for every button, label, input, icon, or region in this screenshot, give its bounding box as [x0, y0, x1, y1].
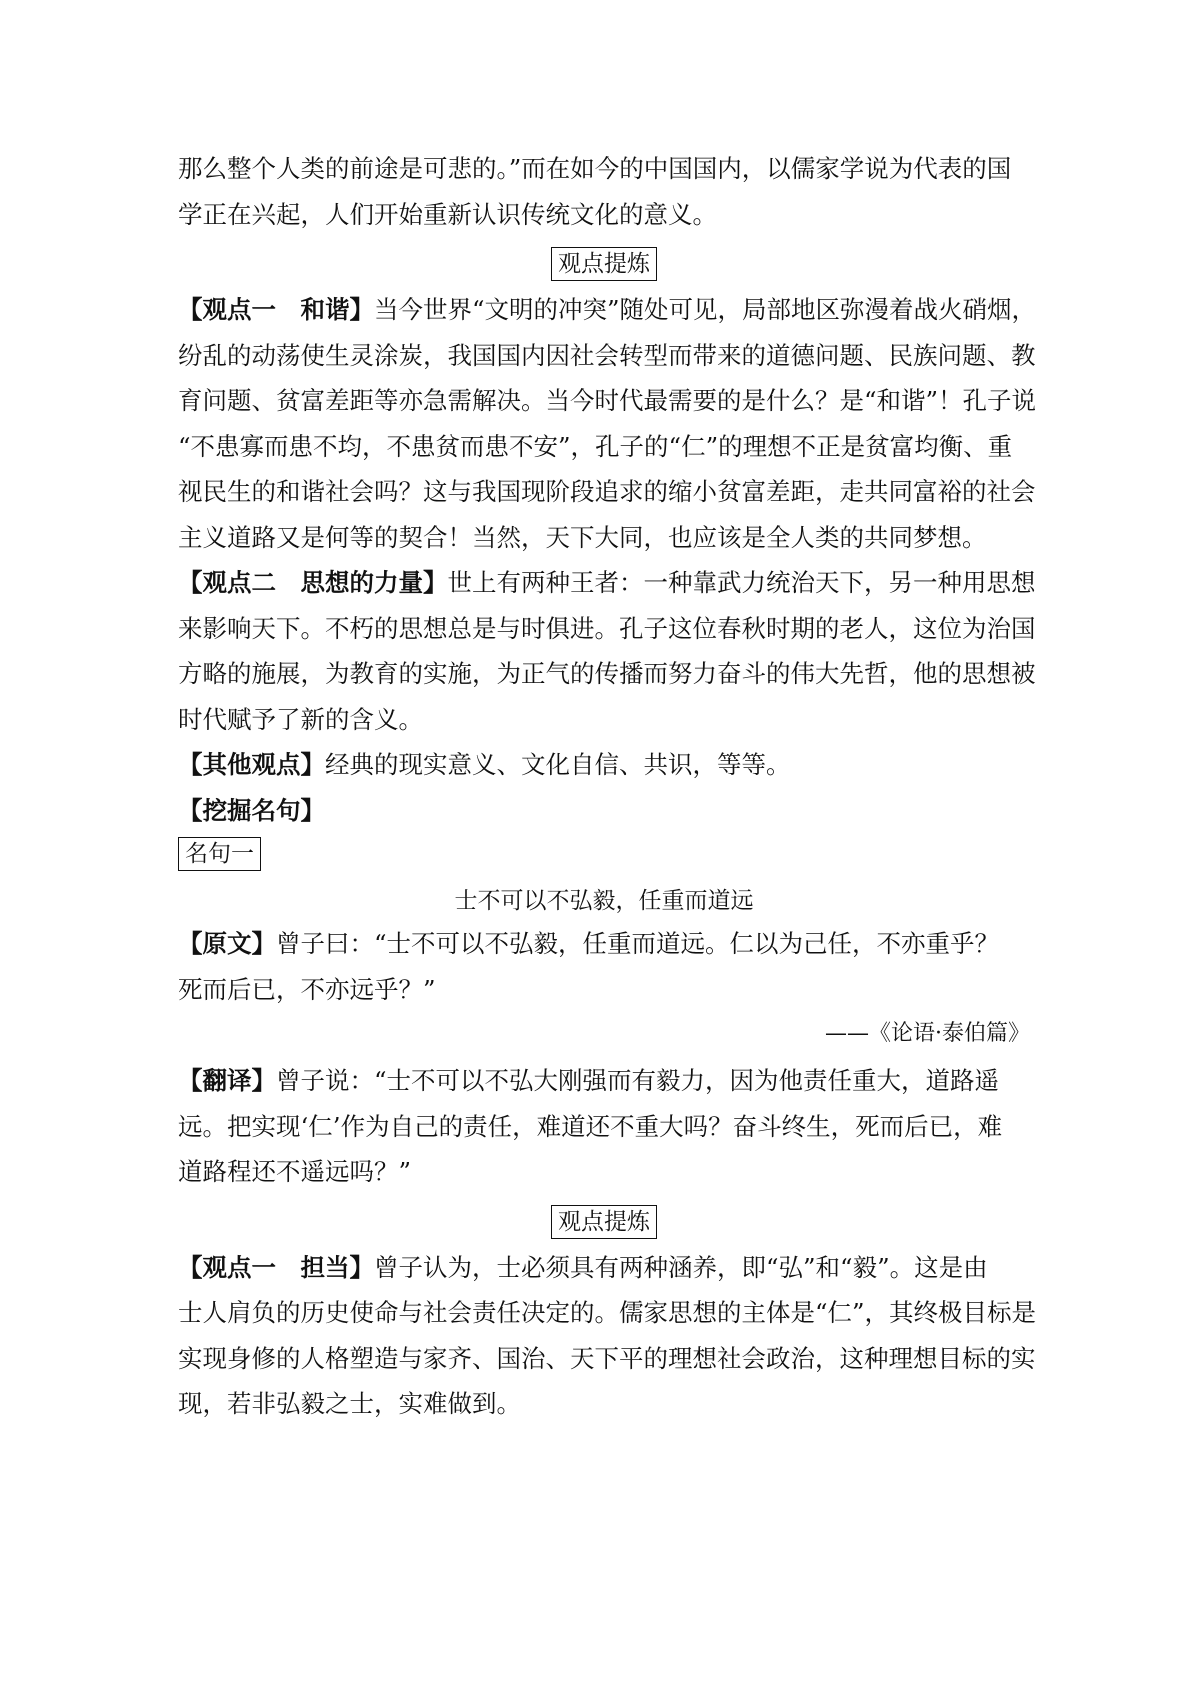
- translation-heading: 【翻译】: [178, 1066, 276, 1095]
- quote-title: 士不可以不弘毅，任重而道远: [454, 888, 754, 914]
- original-heading: 【原文】: [178, 929, 276, 958]
- text-line: 当今世界“文明的冲突”随处可见，局部地区弥漫着战火硝烟，: [374, 295, 1037, 324]
- view-harmony-heading: 【观点一 和谐】: [178, 295, 374, 324]
- text-line: 视民生的和谐社会吗？这与我国现阶段追求的缩小贫富差距，走共同富裕的社会: [178, 477, 1036, 506]
- section-label-wrap: [178, 1205, 1030, 1239]
- text-line: 士人肩负的历史使命与社会责任决定的。儒家思想的主体是“仁”，其终极目标是: [178, 1298, 1037, 1327]
- text-line: 世上有两种王者：一种靠武力统治天下，另一种用思想: [447, 568, 1036, 597]
- text-line: 道路程还不遥远吗？”: [178, 1157, 412, 1186]
- translation-paragraph: [178, 1058, 1030, 1195]
- document-page: [178, 146, 1037, 1427]
- original-text-paragraph: [178, 921, 1030, 1012]
- text-line: 死而后已，不亦远乎？”: [178, 974, 436, 1004]
- view-power-heading: 【观点二 思想的力量】: [178, 568, 448, 597]
- section-label-box: 观点提炼: [551, 247, 657, 281]
- section-label-wrap: [178, 247, 1030, 281]
- text-line: 主义道路又是何等的契合！当然，天下大同，也应该是全人类的共同梦想。: [178, 522, 987, 552]
- other-views-heading: 【其他观点】: [178, 750, 325, 779]
- text-line: 曾子曰：“士不可以不弘毅，任重而道远。仁以为己任，不亦重乎？: [276, 929, 1000, 958]
- text-line: 时代赋予了新的含义。: [178, 704, 423, 734]
- view-responsibility-paragraph: [178, 1245, 1037, 1427]
- section-label-box: 观点提炼: [551, 1205, 657, 1239]
- quote-label-box: 名句一: [178, 837, 261, 871]
- text-line: 远。把实现‘仁’作为自己的责任，难道还不重大吗？奋斗终生，死而后已，难: [178, 1111, 1003, 1141]
- text-line: 曾子说：“士不可以不弘大刚强而有毅力，因为他责任重大，道路遥: [276, 1066, 1000, 1095]
- text-line: 曾子认为，士必须具有两种涵养，即“弘”和“毅”。这是由: [374, 1252, 988, 1282]
- dig-quotes-heading: 【挖掘名句】: [178, 795, 325, 825]
- other-views-paragraph: [178, 742, 1030, 788]
- view-responsibility-heading: 【观点一 担当】: [178, 1252, 374, 1282]
- dig-quotes-paragraph: [178, 788, 1030, 834]
- quote-label-wrap: [178, 837, 1030, 871]
- quote-source: ——《论语·泰伯篇》: [825, 1021, 1030, 1046]
- view-power-paragraph: [178, 560, 1036, 742]
- text-line: 那么整个人类的前途是可悲的。”而在如今的中国国内，以儒家学说为代表的国: [178, 154, 1012, 183]
- text-line: 纷乱的动荡使生灵涂炭，我国国内因社会转型而带来的道德问题、民族问题、教: [178, 340, 1036, 370]
- text-line: 实现身修的人格塑造与家齐、国治、天下平的理想社会政治，这种理想目标的实: [178, 1343, 1036, 1373]
- view-harmony-paragraph: [178, 287, 1037, 560]
- text-line: 方略的施展，为教育的实施，为正气的传播而努力奋斗的伟大先哲，他的思想被: [178, 659, 1036, 688]
- text-line: 现，若非弘毅之士，实难做到。: [178, 1389, 521, 1418]
- text-line: “不患寡而患不均，不患贫而患不安”，孔子的“仁”的理想不正是贫富均衡、重: [178, 431, 1013, 461]
- text-line: 学正在兴起，人们开始重新认识传统文化的意义。: [178, 199, 717, 229]
- intro-paragraph: [178, 146, 1030, 237]
- text-line: 育问题、贫富差距等亦急需解决。当今时代最需要的是什么？是“和谐”！孔子说: [178, 386, 1037, 415]
- text-line: 来影响天下。不朽的思想总是与时俱进。孔子这位春秋时期的老人，这位为治国: [178, 613, 1036, 643]
- text-line: 经典的现实意义、文化自信、共识，等等。: [325, 750, 791, 779]
